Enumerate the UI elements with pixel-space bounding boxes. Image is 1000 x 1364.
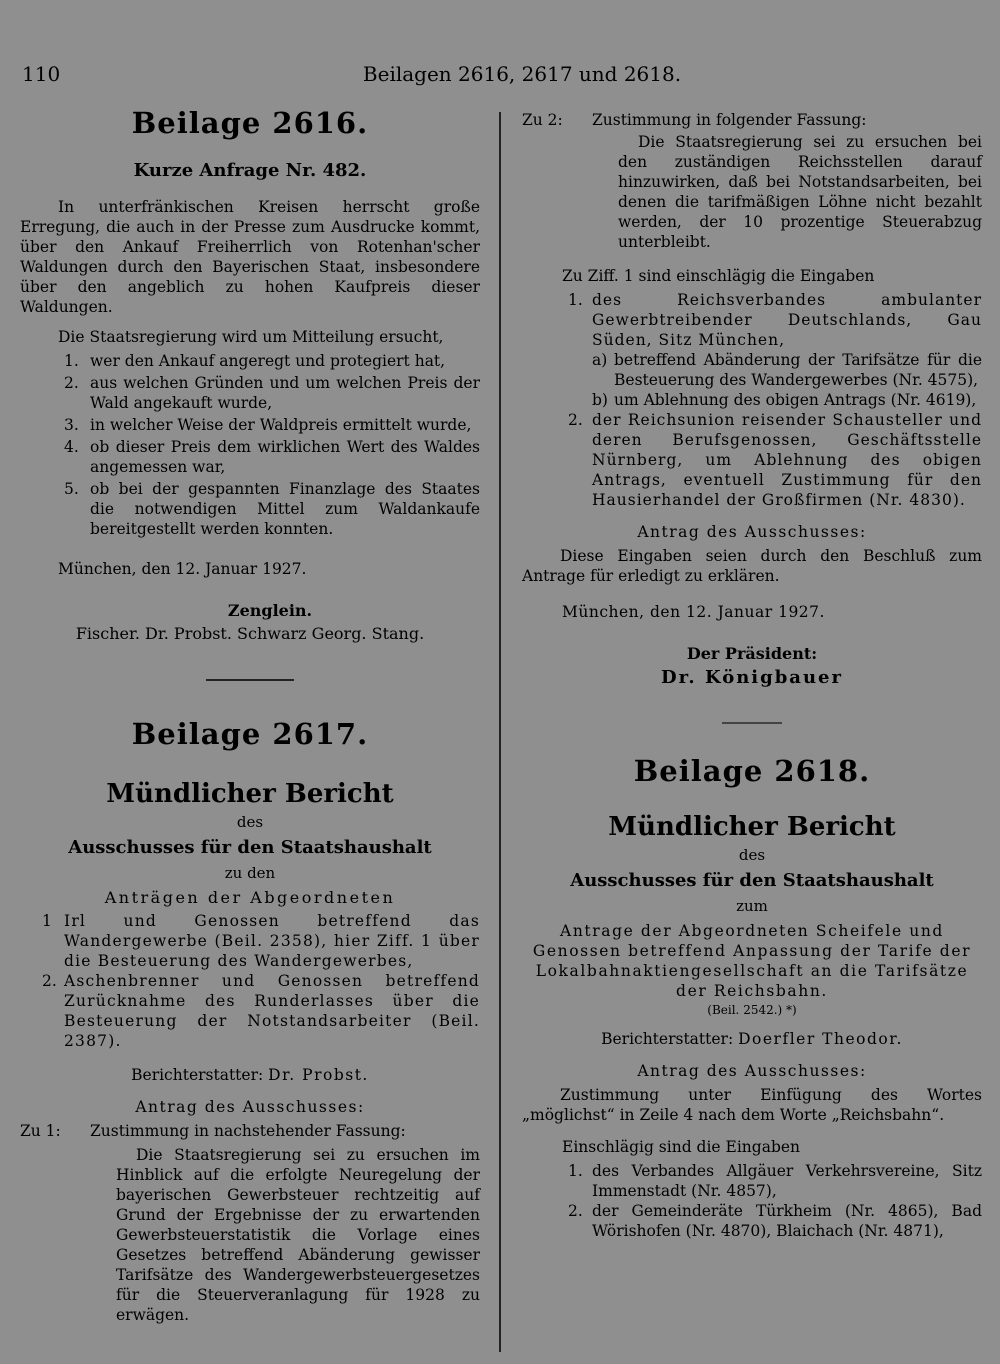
list-item: 3. in welcher Weise der Waldpreis ermittelt wurde, [64, 416, 472, 434]
list-item: 2. Aschenbrenner und Genossen betreffend Zurücknahme des Runderlasses über die Besteuerung der Notstandsarbeiter (Beil. 2387). [42, 972, 480, 1050]
list-item: 2. der Gemeinderäte Türkheim (Nr. 4865), Bad Wörishofen (Nr. 4870), Blaichach (Nr. 4871), [568, 1202, 982, 1240]
report-heading: Mündlicher Bericht [608, 812, 896, 842]
einschlaegig-intro: Einschlägig sind die Eingaben [562, 1138, 801, 1156]
list-item: 5. ob bei der gespannten Finanzlage des Staates die notwendigen Mittel zum Waldankaufe bereitgestellt werden konnten. [64, 480, 480, 538]
committee-name: Ausschusses für den Staatshaushalt [570, 870, 934, 891]
zu-den: zu den [224, 864, 276, 882]
antrag-label: Antrag des Ausschusses: [637, 1062, 867, 1080]
section-rule [722, 722, 782, 724]
list-item: 1. des Reichsverbandes ambulanter Gewerbtreibender Deutschlands, Gau Süden, Sitz München, a) betreffend Abänderung der Tarifsätze für die Besteuerung des Wandergewerbes (Nr. 4575), b) um Ablehnung des obigen Antrags (Nr. 4619), [568, 291, 982, 409]
list-item: 1. des Verbandes Allgäuer Verkehrsvereine, Sitz Immenstadt (Nr. 4857), [568, 1162, 982, 1200]
antrag-text: Zustimmung unter Einfügung des Wortes „möglichst“ in Zeile 4 nach dem Worte „Reichsbahn“. [522, 1086, 982, 1124]
antrag2-text: Diese Eingaben seien durch den Beschluß zum Antrage für erledigt zu erklären. [522, 547, 982, 585]
right-column [522, 100, 982, 1241]
anfrage-request: Die Staatsregierung wird um Mitteilung ersucht, [58, 328, 444, 346]
praesident-label: Der Präsident: [686, 644, 818, 663]
zu2-quote: Die Staatsregierung sei zu ersuchen bei den zuständigen Reichsstellen darauf hinzuwirken, daß bei Notstandsarbeiten, bei denen die tarifmäßigen Löhne nicht bezahlt werden, der 10 prozentige Steuerabzug unterbleibt. [618, 133, 982, 251]
report-des: des [236, 813, 264, 831]
antrag-heading: Antrage der Abgeordneten Scheifele und Genossen betreffend Anpassung der Tarife der Lokalbahnaktiengesellschaft an die Tarifsätze der Reichsbahn. [532, 922, 972, 1000]
page-header [22, 62, 982, 92]
zu2-line: Zu 2: Zustimmung in folgender Fassung: [522, 111, 867, 129]
ziff-intro: Zu Ziff. 1 sind einschlägig die Eingaben [562, 267, 875, 285]
antrag2-label: Antrag des Ausschusses: [637, 523, 867, 541]
beilage-2616-title: Beilage 2616. [131, 106, 369, 140]
signatory-name: Zenglein. [227, 601, 313, 620]
column-divider [499, 112, 501, 1352]
eingaben-list [522, 1161, 982, 1241]
list-item: 2. der Reichsunion reisender Schausteller und deren Berufsgenossen, Geschäftsstelle Nürnberg, um Ablehnung des obigen Antrags, eventuell Zustimmung für den Hausierhandel der Großfirmen (Nr. 4830). [568, 411, 982, 509]
antraege-list [20, 911, 480, 1051]
section-rule [206, 679, 294, 681]
beilage-2618-title: Beilage 2618. [633, 754, 871, 788]
report-des: des [738, 846, 766, 864]
list-item: 1. wer den Ankauf angeregt und protegiert hat, [64, 352, 446, 370]
kurze-anfrage-title: Kurze Anfrage Nr. 482. [133, 160, 367, 181]
antraegen-heading: Anträgen der Abgeordneten [104, 888, 396, 907]
anfrage-date: München, den 12. Januar 1927. [58, 560, 307, 578]
berichterstatter-line: Berichterstatter: Doerfler Theodor. [601, 1030, 903, 1048]
page-number: 110 [22, 62, 61, 86]
report-heading: Mündlicher Bericht [106, 779, 394, 809]
list-item: a) betreffend Abänderung der Tarifsätze für die Besteuerung des Wandergewerbes (Nr. 4575), [592, 351, 982, 389]
running-title: Beilagen 2616, 2617 und 2618. [362, 62, 682, 86]
left-column [20, 100, 480, 1325]
list-item: 4. ob dieser Preis dem wirklichen Wert des Waldes angemessen war, [64, 438, 480, 476]
committee-name: Ausschusses für den Staatshaushalt [68, 837, 432, 858]
report-date: München, den 12. Januar 1927. [562, 603, 825, 621]
anfrage-question-list [20, 351, 480, 539]
beilage-2617-title: Beilage 2617. [131, 717, 369, 751]
sub-list [592, 350, 982, 410]
beilage-ref: (Beil. 2542.) *) [707, 1003, 797, 1017]
list-item: 2. aus welchen Gründen und um welchen Preis der Wald angekauft wurde, [64, 374, 480, 412]
list-item: b) um Ablehnung des obigen Antrags (Nr. 4619), [592, 391, 977, 409]
zu1-line: Zu 1: Zustimmung in nachstehender Fassung: [20, 1122, 406, 1140]
praesident-name: Dr. Königbauer [660, 667, 843, 688]
antrag-label: Antrag des Ausschusses: [135, 1098, 365, 1116]
anfrage-intro: In unterfränkischen Kreisen herrscht große Erregung, die auch in der Presse zum Ausdrucke kommt, über den Ankauf Freiherrlich von Rotenhan'scher Waldungen durch den Bayerischen Staat, insbesondere über den angeblich zu hohen Kaufpreis dieser Waldungen. [20, 198, 480, 316]
zu1-quote: Die Staatsregierung sei zu ersuchen im Hinblick auf die erfolgte Neuregelung der bayerischen Gewerbsteuer rechtzeitig auf Grund der Ergebnisse der zu erwartenden Gewerbsteuerstatistik die Vorlage eines Gesetzes betreffend Abänderung gewisser Tarifsätze des Wandergewerbsteuergesetzes für die Steuerveranlagung für 1928 zu erwägen. [116, 1146, 480, 1324]
co-signatories: Fischer. Dr. Probst. Schwarz Georg. Stang. [75, 624, 425, 643]
list-item: 1 Irl und Genossen betreffend das Wandergewerbe (Beil. 2358), hier Ziff. 1 über die Besteuerung des Wandergewerbes, [42, 912, 480, 970]
eingaben-list [522, 290, 982, 510]
berichterstatter-line: Berichterstatter: Dr. Probst. [131, 1066, 369, 1084]
zum: zum [736, 897, 768, 915]
